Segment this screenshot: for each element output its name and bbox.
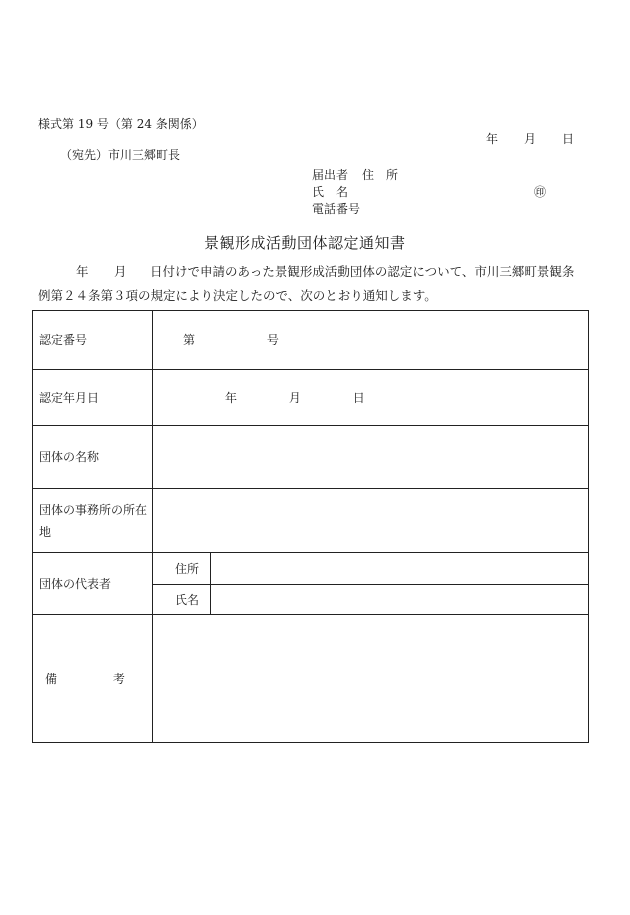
header-date-year: 年 (486, 132, 499, 146)
representative-label: 団体の代表者 (33, 553, 153, 615)
org-name-label: 団体の名称 (33, 426, 153, 489)
remarks-value[interactable] (153, 615, 589, 743)
notifier-name-label: 氏 名 (312, 185, 349, 199)
body-year: 年 (76, 264, 89, 279)
remarks-label-1: 備 (45, 671, 58, 686)
addressee: （宛先）市川三郷町長 (60, 148, 181, 162)
cert-date-month: 月 (288, 390, 301, 405)
cert-number-suffix: 号 (266, 333, 279, 347)
header-date-month: 月 (524, 132, 537, 146)
cert-number-label: 認定番号 (33, 311, 153, 370)
cert-date-day: 日 (352, 390, 365, 405)
row-remarks (33, 615, 589, 743)
cert-number-value[interactable] (153, 311, 589, 370)
body-month: 月 (114, 264, 127, 279)
row-org-office (33, 489, 589, 553)
row-org-name (33, 426, 589, 489)
remarks-label-2: 考 (112, 671, 125, 686)
representative-name-value[interactable] (211, 585, 589, 615)
row-cert-date (33, 370, 589, 426)
document-title: 景観形成活動団体認定通知書 (204, 234, 406, 252)
body-line2-text: 例第２４条第３項の規定により決定したので、次のとおり通知します。 (38, 288, 437, 303)
certification-table (32, 310, 589, 743)
org-office-label: 団体の事務所の所在地 (33, 489, 153, 553)
cert-date-value[interactable] (153, 370, 589, 426)
cert-number-prefix: 第 (183, 333, 196, 347)
representative-address-label: 住所 (153, 553, 211, 585)
body-line1-text: 日付けで申請のあった景観形成活動団体の認定について、市川三郷町景観条 (150, 264, 575, 279)
row-cert-number (33, 311, 589, 370)
representative-address-value[interactable] (211, 553, 589, 585)
form-number: 様式第 19 号（第 24 条関係） (38, 117, 204, 131)
notifier-label: 届出者 (312, 168, 349, 182)
row-representative-address (33, 553, 589, 585)
representative-name-label: 氏名 (153, 585, 211, 615)
seal-mark: ㊞ (534, 185, 547, 199)
notifier-phone-label: 電話番号 (312, 202, 361, 216)
notifier-address-label: 住 所 (362, 168, 399, 182)
cert-date-label: 認定年月日 (33, 370, 153, 426)
org-name-value[interactable] (153, 426, 589, 489)
header-date-day: 日 (562, 132, 575, 146)
remarks-label (33, 615, 153, 743)
org-office-value[interactable] (153, 489, 589, 553)
cert-date-year: 年 (225, 390, 238, 405)
